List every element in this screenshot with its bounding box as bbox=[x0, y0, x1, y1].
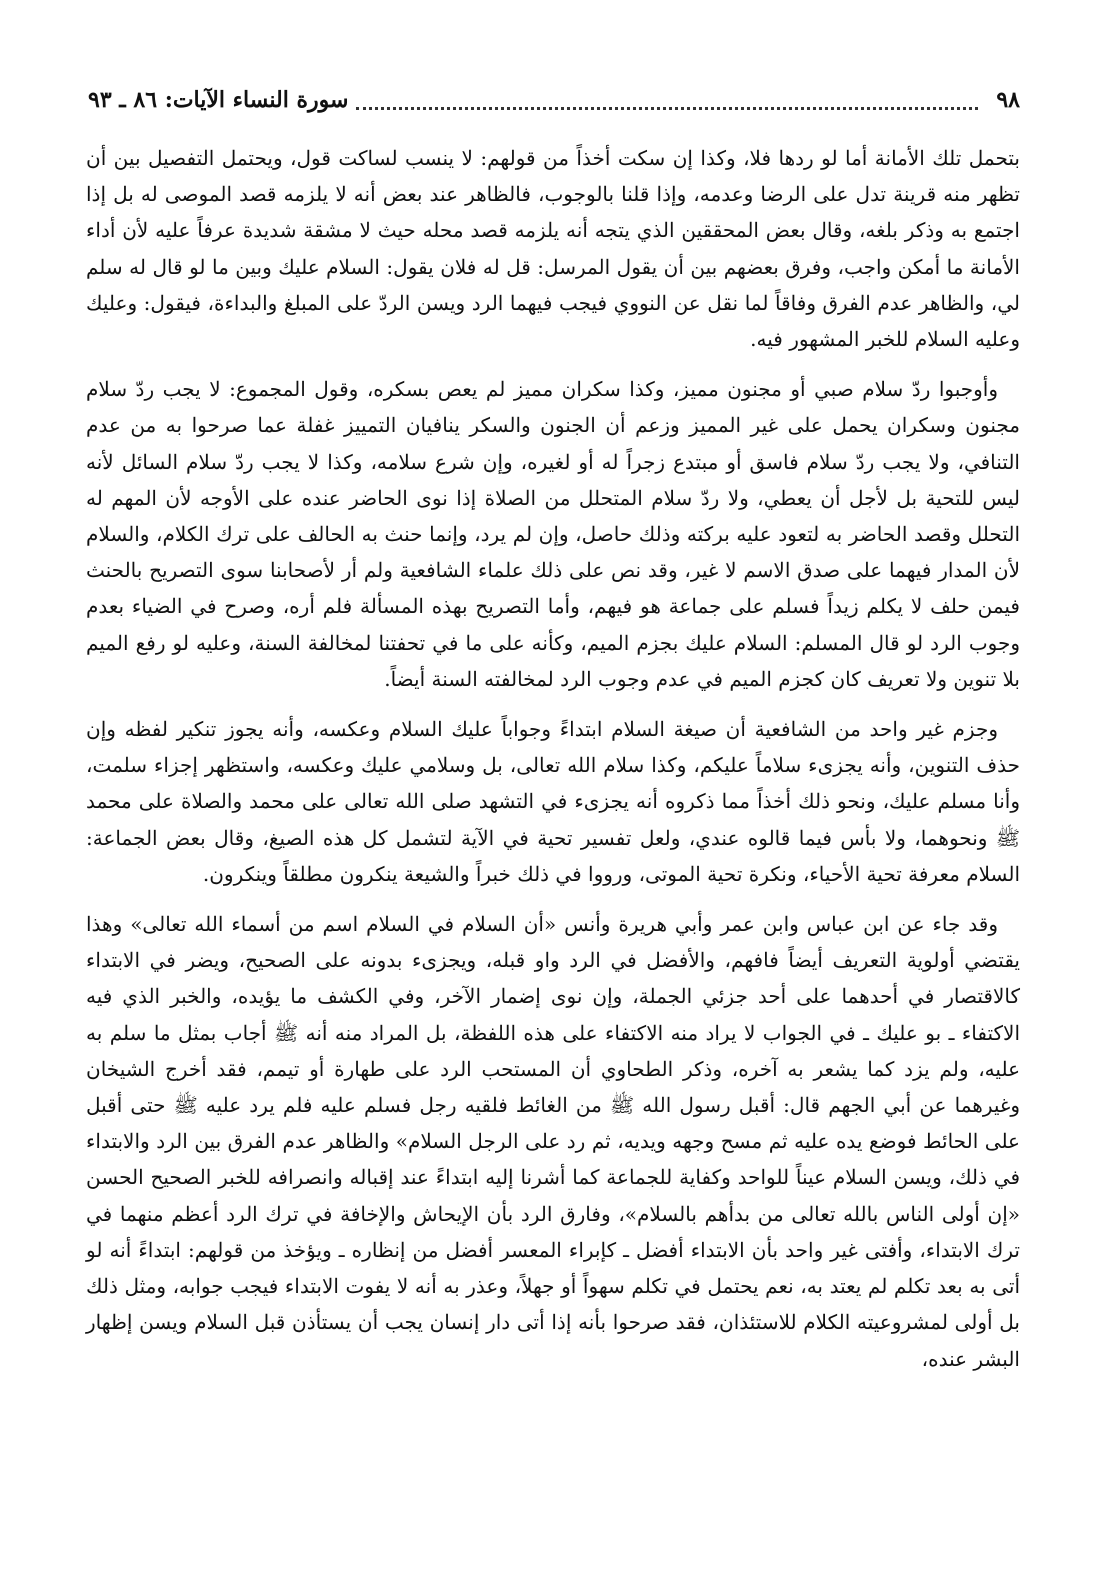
dotted-leader bbox=[356, 91, 978, 110]
page-number: ٩٨ bbox=[996, 87, 1020, 113]
paragraph: وأوجبوا ردّ سلام صبي أو مجنون مميز، وكذا سكران مميز لم يعص بسكره، وقول المجموع: لا يجب ردّ سلام مجنون وسكران يحمل على غير المميز وزعم أن الجنون والسكر ينافيان التمييز غفلة عما صرحوا به من عدم التنافي، ولا يجب ردّ سلام فاسق أو مبتدع زجراً له أو لغيره، وإن شرع سلامه، وكذا لا يجب ردّ سلام السائل لأنه ليس للتحية بل لأجل أن يعطي، ولا ردّ سلام المتحلل من الصلاة إذا نوى الحاضر عنده على الأوجه لأن المهم له التحلل وقصد الحاضر به لتعود عليه بركته وذلك حاصل، وإن لم يرد، وإنما حنث به الحالف على ترك الكلام، والسلام لأن المدار فيهما على صدق الاسم لا غير، وقد نص على ذلك علماء الشافعية ولم أر لأصحابنا سوى التصريح بالحنث فيمن حلف لا يكلم زيداً فسلم على جماعة هو فيهم، وأما التصريح بهذه المسألة فلم أره، وصرح في الضياء بعدم وجوب الرد لو قال المسلم: السلام عليك بجزم الميم، وكأنه على ما في تحفتنا لمخالفة السنة، وعليه لو رفع الميم بلا تنوين ولا تعريف كان كجزم الميم في عدم وجوب الرد لمخالفته السنة أيضاً. bbox=[86, 377, 1020, 691]
paragraph: وقد جاء عن ابن عباس وابن عمر وأبي هريرة وأنس «أن السلام في السلام اسم من أسماء الله تعالى» وهذا يقتضي أولوية التعريف أيضاً فافهم، والأفضل في الرد واو قبله، ويجزىء بدونه على الصحيح، ويضر في الابتداء كالاقتصار في أحدهما على أحد جزئي الجملة، وإن نوى إضمار الآخر، وفي الكشف ما يؤيده، والخبر الذي فيه الاكتفاء ـ بو عليك ـ في الجواب لا يراد منه الاكتفاء على هذه اللفظة، بل المراد منه أنه ﷺ أجاب بمثل ما سلم به عليه، ولم يزد كما يشعر به آخره، وذكر الطحاوي أن المستحب الرد على طهارة أو تيمم، فقد أخرج الشيخان وغيرهما عن أبي الجهم قال: أقبل رسول الله ﷺ من الغائط فلقيه رجل فسلم عليه فلم يرد عليه ﷺ حتى أقبل على الحائط فوضع يده عليه ثم مسح وجهه ويديه، ثم رد على الرجل السلام» والظاهر عدم الفرق بين الرد والابتداء في ذلك، ويسن السلام عيناً للواحد وكفاية للجماعة كما أشرنا إليه ابتداءً عند إقباله وانصرافه للخبر الصحيح الحسن «إن أولى الناس بالله تعالى من بدأهم بالسلام»، وفارق الرد بأن الإيحاش والإخافة في ترك الرد أعظم منهما في ترك الابتداء، وأفتى غير واحد بأن الابتداء أفضل ـ كإبراء المعسر أفضل من إنظاره ـ ويؤخذ من قولهم: ابتداءً أنه لو أتى به بعد تكلم لم يعتد به، نعم يحتمل في تكلم سهواً أو جهلاً، وعذر به أنه لا يفوت الابتداء فيجب جوابه، ومثل ذلك بل أولى لمشروعيته الكلام للاستئذان، فقد صرحوا بأنه إذا أتى دار إنسان يجب أن يستأذن قبل السلام ويسن إظهار البشر عنده، bbox=[86, 912, 1021, 1371]
paragraph: بتحمل تلك الأمانة أما لو ردها فلا، وكذا إن سكت أخذاً من قولهم: لا ينسب لساكت قول، ويحتمل التفصيل بين أن تظهر منه قرينة تدل على الرضا وعدمه، وإذا قلنا بالوجوب، فالظاهر عند بعض أنه لا يلزمه قصد الموصى له بل إذا اجتمع به وذكر بلغه، وقال بعض المحققين الذي يتجه أنه يلزمه قصد محله حيث لا مشقة شديدة عرفاً عليه لأن أداء الأمانة ما أمكن واجب، وفرق بعضهم بين أن يقول المرسل: قل له فلان يقول: السلام عليك وبين ما لو قال له سلم لي، والظاهر عدم الفرق وفاقاً لما نقل عن النووي فيجب فيهما الرد ويسن الردّ على المبلغ والبداءة، فيقول: وعليك وعليه السلام للخبر المشهور فيه. bbox=[86, 146, 1021, 352]
chapter-reference: سورة النساء الآيات: ٨٦ ـ ٩٣ bbox=[88, 87, 349, 113]
running-head bbox=[88, 80, 1020, 120]
body-text bbox=[86, 140, 1020, 1391]
paragraph: وجزم غير واحد من الشافعية أن صيغة السلام ابتداءً وجواباً عليك السلام وعكسه، وأنه يجوز تنكير لفظه وإن حذف التنوين، وأنه يجزىء سلاماً عليكم، وكذا سلام الله تعالى، بل وسلامي عليك وعكسه، واستظهر إجزاء سلمت، وأنا مسلم عليك، ونحو ذلك أخذاً مما ذكروه أنه يجزىء في التشهد صلى الله تعالى على محمد والصلاة على محمد ﷺ ونحوهما، ولا بأس فيما قالوه عندي، ولعل تفسير تحية في الآية لتشمل كل هذه الصيغ، وقال بعض الجماعة: السلام معرفة تحية الأحياء، ونكرة تحية الموتى، ورووا في ذلك خبراً والشيعة ينكرون مطلقاً وينكرون. bbox=[86, 717, 1020, 886]
